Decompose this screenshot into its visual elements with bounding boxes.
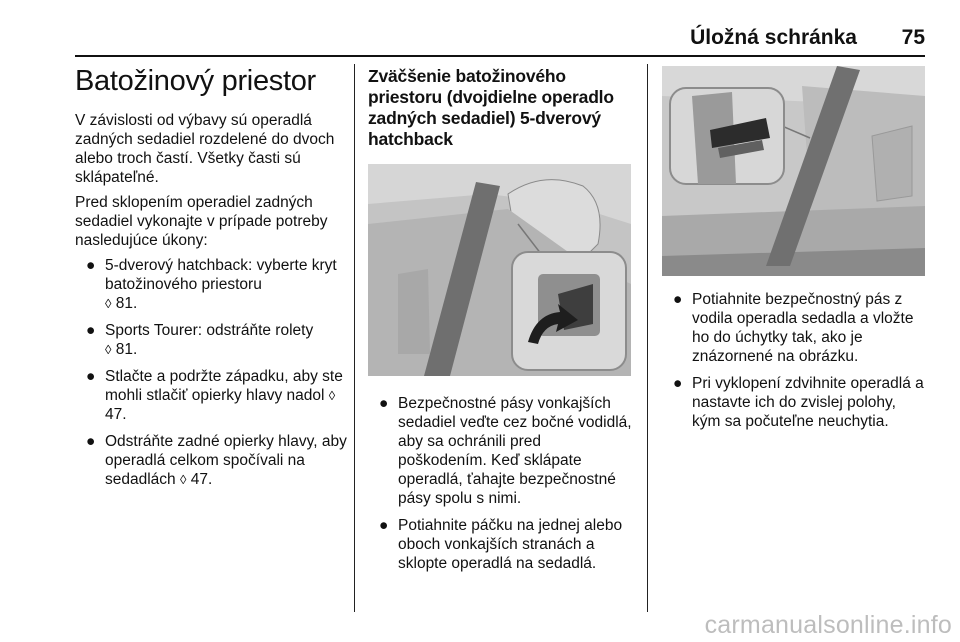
column-3 xyxy=(662,66,925,439)
cross-reference-icon: ◊ xyxy=(105,296,112,311)
column-2 xyxy=(368,66,634,581)
cross-reference-icon: ◊ xyxy=(105,342,112,357)
prep-paragraph: Pred sklopením operadiel zadných sedadiel vykonajte v prípade potreby nasledujúce úkony: xyxy=(75,194,328,249)
page-number: 75 xyxy=(901,26,925,49)
cross-reference-link[interactable]: 47. xyxy=(105,406,127,423)
bullet: ● xyxy=(86,433,96,450)
list-item: ● 5-dverový hatchback: vyberte kryt batožinového priestoru ◊ 81. xyxy=(86,257,337,312)
page-header xyxy=(75,26,925,52)
column-divider-2 xyxy=(647,64,648,612)
list-item: ● Potiahnite bezpečnostný pás z vodila operadla sedadla a vložte ho do úchytky tak, ako je znázornené na obrázku. xyxy=(673,291,914,365)
preparation-list xyxy=(75,256,347,489)
cross-reference-icon: ◊ xyxy=(179,472,187,487)
cross-reference-link[interactable]: 81. xyxy=(115,295,138,312)
seatbelt-clip-drawing xyxy=(662,66,925,276)
bullet: ● xyxy=(379,517,389,534)
header-rule xyxy=(75,55,925,57)
header-title: Úložná schránka xyxy=(690,26,857,49)
instruction-list xyxy=(368,394,634,573)
cross-reference-link[interactable]: 47. xyxy=(190,471,213,488)
cross-reference-link[interactable]: 81. xyxy=(115,341,138,358)
column-1 xyxy=(75,64,347,497)
section-heading: Batožinový priestor xyxy=(75,65,316,97)
subsection-heading: Zväčšenie batožinového priestoru (dvojdielne operadlo zadných sedadiel) 5-dverový hatchback xyxy=(368,66,614,149)
instruction-list xyxy=(662,290,925,431)
column-divider-1 xyxy=(354,64,355,612)
list-item: ● Sports Tourer: odstráňte rolety ◊ 81. xyxy=(86,322,314,358)
bullet: ● xyxy=(673,291,683,308)
watermark: carmanualsonline.info xyxy=(704,611,952,639)
list-item: ● Pri vyklopení zdvihnite operadlá a nastavte ich do zvislej polohy, kým sa počuteľne neuchytia. xyxy=(673,375,924,430)
list-item: ● Bezpečnostné pásy vonkajších sedadiel veďte cez bočné vodidlá, aby sa ochránili pred poškodením. Keď sklápate operadlá, ťahajte bezpečnostné pásy spolu s nimi. xyxy=(379,395,632,507)
seatbelt-guide-drawing xyxy=(368,164,631,376)
bullet: ● xyxy=(86,368,96,385)
bullet: ● xyxy=(86,322,96,339)
list-item: ● Potiahnite páčku na jednej alebo oboch vonkajších stranách a sklopte operadlá na sedadlá. xyxy=(379,517,623,572)
bullet: ● xyxy=(379,395,389,412)
list-item: ● Stlačte a podržte západku, aby ste mohli stlačiť opierky hlavy nadol ◊ 47. xyxy=(86,368,343,423)
intro-paragraph: V závislosti od výbavy sú operadlá zadných sedadiel rozdelené do dvoch alebo troch častí. Všetky časti sú sklápateľné. xyxy=(75,112,335,186)
seatbelt-clip-illustration xyxy=(662,66,925,276)
bullet: ● xyxy=(86,257,96,274)
seatbelt-guide-illustration xyxy=(368,164,631,376)
cross-reference-icon: ◊ xyxy=(328,388,336,403)
list-item: ● Odstráňte zadné opierky hlavy, aby operadlá celkom spočívali na sedadlách ◊ 47. xyxy=(86,433,347,488)
bullet: ● xyxy=(673,375,683,392)
